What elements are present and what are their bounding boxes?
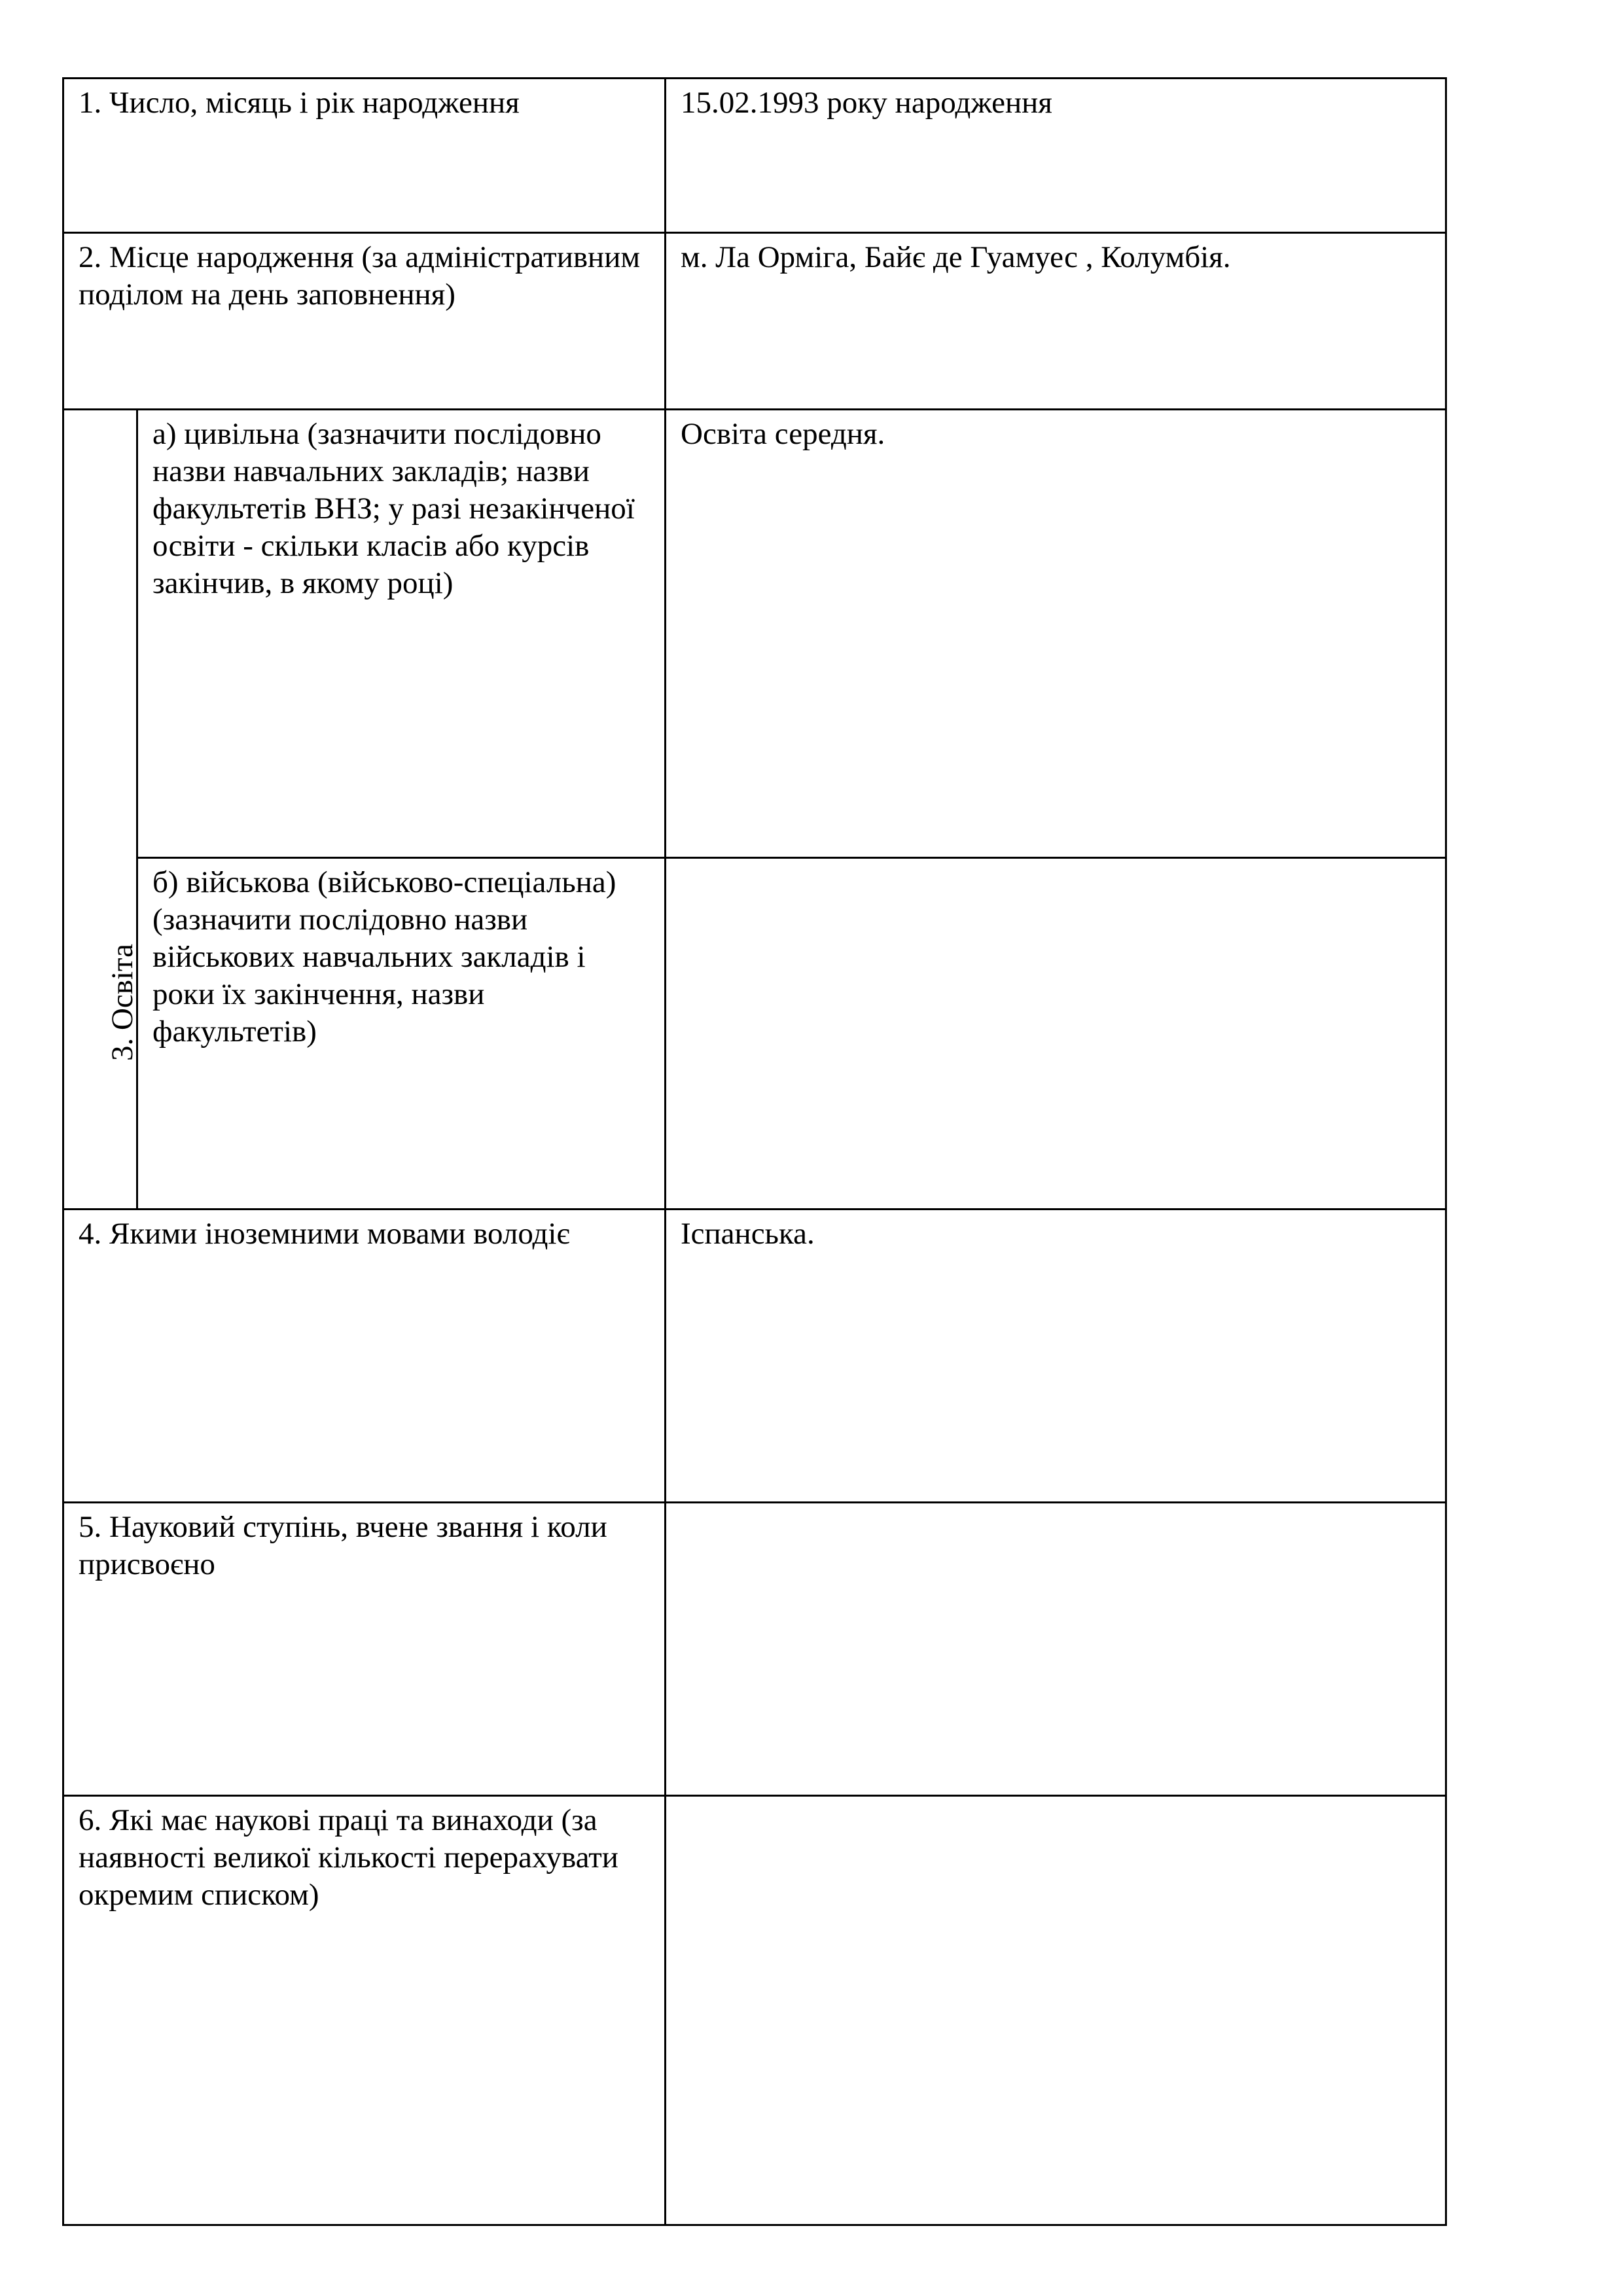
education-group-label: 3. Освіта bbox=[105, 943, 140, 1062]
birth-place-row bbox=[63, 233, 1446, 410]
education-civil-row bbox=[63, 410, 1446, 858]
works-row bbox=[63, 1796, 1446, 2225]
birth-date-label: 1. Число, місяць і рік народження bbox=[63, 79, 666, 233]
personal-data-form-table bbox=[62, 77, 1447, 2226]
education-group-label-cell bbox=[63, 410, 140, 1210]
birth-place-label: 2. Місце народження (за адміністративним поділом на день заповнення) bbox=[63, 233, 666, 410]
languages-value: Іспанська. bbox=[666, 1210, 1446, 1503]
birth-date-value: 15.02.1993 року народження bbox=[666, 79, 1446, 233]
birth-date-row bbox=[63, 79, 1446, 233]
education-military-label: б) військова (військово-спеціальна) (зазначити послідовно назви військових навчальних закладів і роки їх закінчення, назви факультетів) bbox=[137, 858, 666, 1210]
education-military-row bbox=[63, 858, 1446, 1210]
languages-label: 4. Якими іноземними мовами володіє bbox=[63, 1210, 666, 1503]
degree-label: 5. Науковий ступінь, вчене звання і коли присвоєно bbox=[63, 1503, 666, 1796]
education-civil-value: Освіта середня. bbox=[666, 410, 1446, 858]
works-label: 6. Які має наукові праці та винаходи (за наявності великої кількості перерахувати окремим списком) bbox=[63, 1796, 666, 2225]
birth-place-value: м. Ла Орміга, Байє де Гуамуес , Колумбія. bbox=[666, 233, 1446, 410]
works-value bbox=[666, 1796, 1446, 2225]
education-military-value bbox=[666, 858, 1446, 1210]
degree-value bbox=[666, 1503, 1446, 1796]
education-civil-label: а) цивільна (зазначити послідовно назви навчальних закладів; назви факультетів ВНЗ; у разі незакінченої освіти - скільки класів або курсів закінчив, в якому році) bbox=[137, 410, 666, 858]
languages-row bbox=[63, 1210, 1446, 1503]
degree-row bbox=[63, 1503, 1446, 1796]
